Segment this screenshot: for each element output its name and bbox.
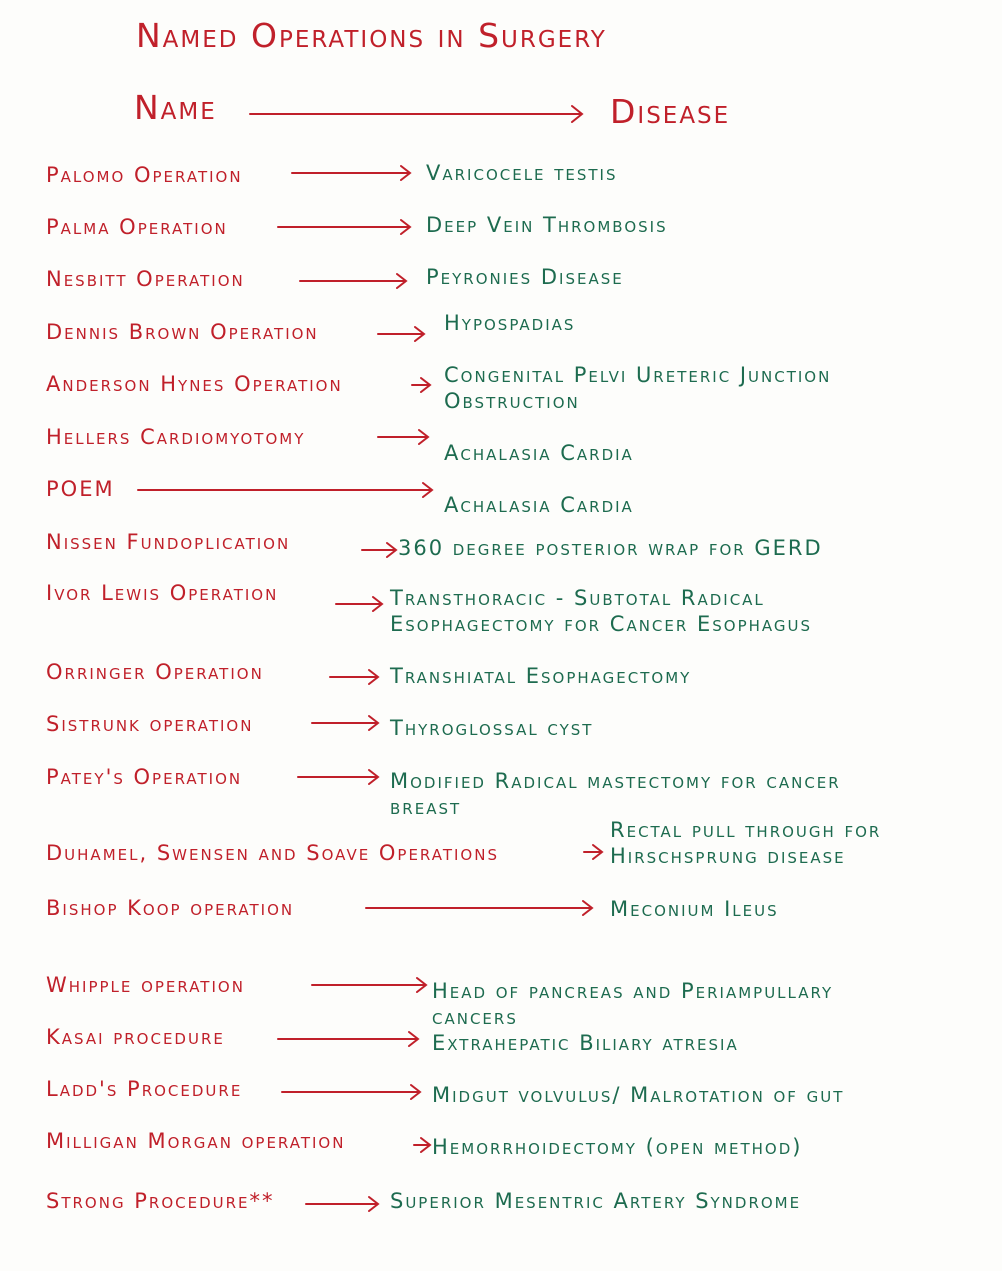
- disease-line: Congenital Pelvi Ureteric Junction: [444, 363, 832, 387]
- operation-name: Patey's Operation: [46, 765, 243, 789]
- operation-name: Palomo Operation: [46, 163, 243, 187]
- disease-line: Achalasia Cardia: [444, 441, 634, 465]
- disease-line: cancers: [432, 1005, 518, 1029]
- operation-name: Sistrunk operation: [46, 712, 254, 736]
- disease-line: Transthoracic - Subtotal Radical: [390, 586, 765, 610]
- operation-name: Orringer Operation: [46, 660, 264, 684]
- disease-line: Midgut volvulus/ Malrotation of gut: [432, 1083, 845, 1107]
- arrow-icon: [336, 597, 382, 611]
- arrow-icon: [414, 1138, 430, 1152]
- arrow-icon: [300, 274, 406, 288]
- disease-line: Achalasia Cardia: [444, 493, 634, 517]
- header-name: Name: [134, 88, 217, 127]
- disease-line: Hemorrhoidectomy (open method): [432, 1135, 803, 1159]
- header-disease: Disease: [610, 92, 731, 131]
- arrow-icon: [312, 978, 426, 992]
- operation-name: Milligan Morgan operation: [46, 1129, 346, 1153]
- disease-line: breast: [390, 795, 462, 819]
- operation-name: Dennis Brown Operation: [46, 320, 319, 344]
- arrow-icon: [330, 670, 378, 684]
- disease-line: Meconium Ileus: [610, 897, 779, 921]
- operation-name: Ivor Lewis Operation: [46, 581, 279, 605]
- operation-name: Ladd's Procedure: [46, 1077, 243, 1101]
- header-arrow-icon: [250, 106, 582, 122]
- disease-line: Deep Vein Thrombosis: [426, 213, 668, 237]
- arrow-icon: [298, 770, 378, 784]
- operation-name: Palma Operation: [46, 215, 228, 239]
- operation-name: Kasai procedure: [46, 1025, 225, 1049]
- operation-name: Anderson Hynes Operation: [46, 372, 343, 396]
- arrow-icon: [412, 378, 430, 392]
- arrow-icon: [584, 845, 602, 859]
- arrow-icon: [378, 327, 424, 341]
- disease-line: Modified Radical mastectomy for cancer: [390, 769, 841, 793]
- operation-name: Nesbitt Operation: [46, 267, 245, 291]
- arrow-icon: [366, 901, 592, 915]
- arrow-icon: [312, 716, 378, 730]
- operation-name: Bishop Koop operation: [46, 896, 295, 920]
- disease-line: Transhiatal Esophagectomy: [390, 664, 692, 688]
- disease-line: Thyroglossal cyst: [390, 716, 594, 740]
- disease-line: Rectal pull through for: [610, 818, 882, 842]
- arrow-icon: [292, 166, 410, 180]
- arrow-icon: [306, 1197, 378, 1211]
- arrow-icon: [278, 220, 410, 234]
- operation-name: POEM: [46, 477, 115, 501]
- disease-line: Peyronies Disease: [426, 265, 624, 289]
- operation-name: Duhamel, Swensen and Soave Operations: [46, 841, 499, 865]
- disease-line: Esophagectomy for Cancer Esophagus: [390, 612, 813, 636]
- arrow-icon: [278, 1032, 418, 1046]
- disease-line: Hypospadias: [444, 311, 576, 335]
- disease-line: Obstruction: [444, 389, 580, 413]
- operation-name: Strong Procedure**: [46, 1189, 275, 1213]
- disease-line: Extrahepatic Biliary atresia: [432, 1031, 739, 1055]
- operation-name: Hellers Cardiomyotomy: [46, 425, 306, 449]
- arrow-icon: [282, 1085, 420, 1099]
- operation-name: Whipple operation: [46, 973, 245, 997]
- disease-line: Superior Mesentric Artery Syndrome: [390, 1189, 802, 1213]
- disease-line: 360 degree posterior wrap for GERD: [398, 536, 823, 560]
- disease-line: Varicocele testis: [426, 161, 618, 185]
- page-title: Named Operations in Surgery: [136, 16, 607, 55]
- operation-name: Nissen Fundoplication: [46, 530, 291, 554]
- arrow-icon: [378, 430, 428, 444]
- arrow-icon: [362, 543, 396, 557]
- disease-line: Hirschsprung disease: [610, 844, 846, 868]
- arrow-icon: [138, 483, 432, 497]
- disease-line: Head of pancreas and Periampullary: [432, 979, 834, 1003]
